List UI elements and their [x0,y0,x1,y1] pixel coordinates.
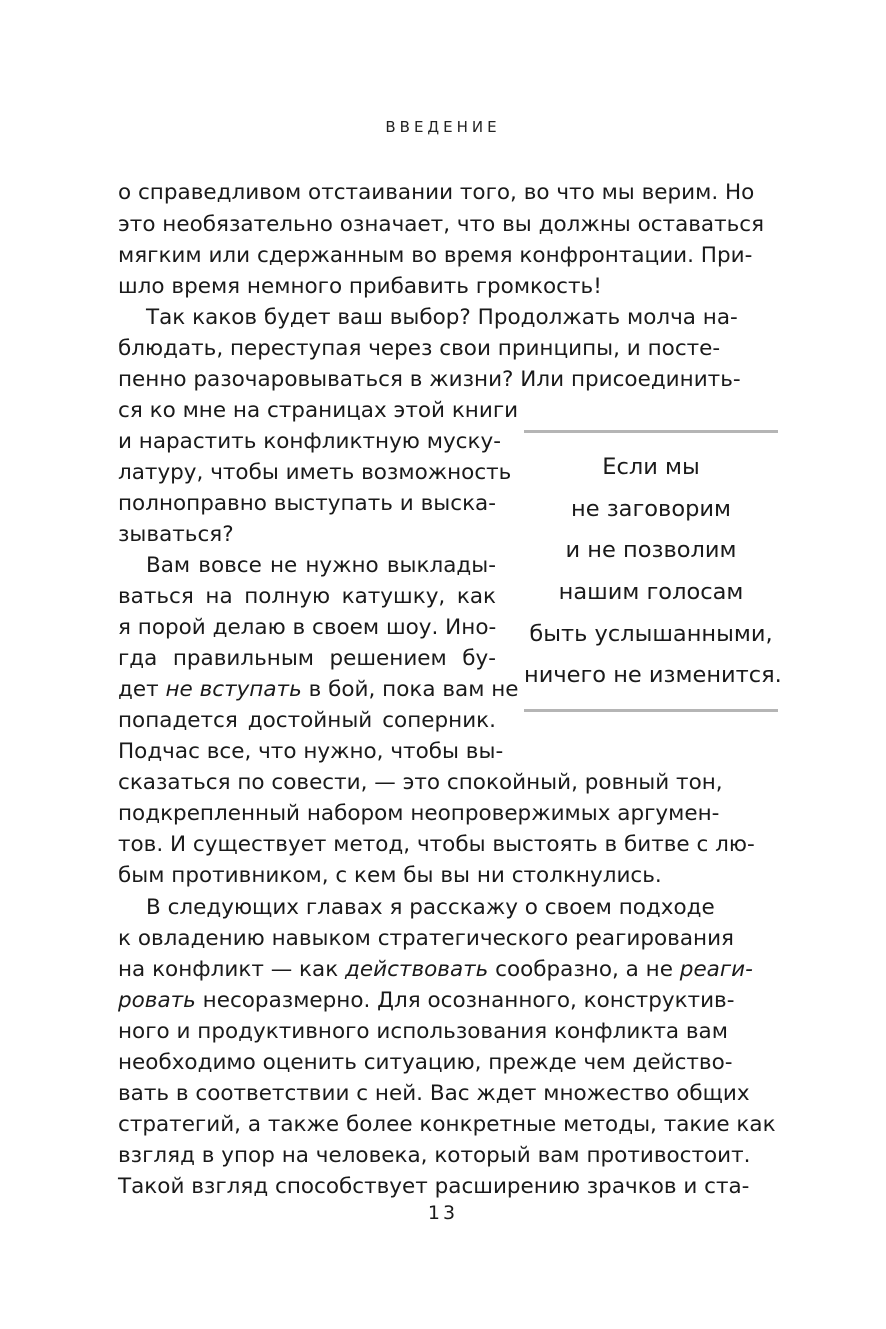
text-line: зываться? [118,522,234,547]
text-line: блюдать, переступая через свои принципы, и посте- [118,336,721,361]
text-line: и нарастить конфликтную муску- [118,429,501,454]
text-line: сказаться по совести, — это спокойный, ровный тон, [118,770,723,795]
pull-quote [524,430,782,714]
text-line: попадется достойный соперник. [118,708,496,733]
pull-quote-line: не заговорим [571,496,731,522]
pull-quote-top-rule [524,430,778,433]
pull-quote-line: ничего не изменится. [524,662,782,688]
text-line: пенно разочаровываться в жизни? Или присоединить- [118,367,741,392]
text-line: гда правильным решением бу- [118,646,496,671]
text-line: подкрепленный набором неопровержимых аргумен- [118,801,720,826]
page-number: 13 [427,1202,459,1224]
text-line: ного и продуктивного использования конфликта вам [118,1019,728,1044]
text-line [118,955,753,985]
text-line: мягким или сдержанным во время конфронтации. При- [118,243,753,268]
text-line: Так каков будет ваш выбор? Продолжать молча на- [146,305,738,330]
text-run: несоразмерно. Для осознанного, конструктив- [195,988,735,1013]
text-line: шло время немного прибавить громкость! [118,274,602,299]
text-line: Такой взгляд способствует расширению зрачков и ста- [118,1174,750,1199]
pull-quote-line: нашим голосам [558,579,744,605]
text-line: взгляд в упор на человека, который вам противостоит. [118,1143,751,1168]
text-line: полноправно выступать и выска- [118,491,496,516]
text-line: Вам вовсе не нужно выклады- [146,553,496,578]
emphasis-text: не вступать [165,677,302,702]
text-line [118,675,519,705]
text-line: это необязательно означает, что вы должны оставаться [118,212,765,237]
pull-quote-line: и не позволим [565,537,737,563]
pull-quote-line: Если мы [602,454,700,480]
text-run: сообразно, а не [488,957,680,982]
text-line: к овладению навыком стратегического реагирования [118,926,734,951]
text-run: на конфликт — как [118,957,346,982]
text-line: вать в соответствии с ней. Вас ждет множество общих [118,1081,750,1106]
text-run: в бой, пока вам не [301,677,519,702]
emphasis-text: реаги- [679,957,753,982]
text-line [118,986,735,1016]
emphasis-text: ровать [118,988,196,1013]
text-line: латуру, чтобы иметь возможность [118,460,512,485]
text-line: Подчас все, что нужно, чтобы вы- [118,739,504,764]
text-line: бым противником, с кем бы вы ни столкнулись. [118,863,662,888]
emphasis-text: действовать [345,957,489,982]
text-line: стратегий, а также более конкретные методы, такие как [118,1112,776,1137]
text-line: В следующих главах я расскажу о своем подходе [146,895,715,920]
text-line: о справедливом отстаивании того, во что мы верим. Но [118,180,755,205]
text-run: дет [118,677,166,702]
pull-quote-bottom-rule [524,709,778,712]
text-line: тов. И существует метод, чтобы выстоять в битве с лю- [118,832,755,857]
text-line: ваться на полную катушку, как [118,584,496,609]
text-line: я порой делаю в своем шоу. Ино- [118,615,497,640]
text-line: ся ко мне на страницах этой книги [118,398,519,423]
pull-quote-line: быть услышанными, [529,621,773,647]
running-header: ВВЕДЕНИЕ [385,118,501,136]
text-line: необходимо оценить ситуацию, прежде чем действо- [118,1050,733,1075]
